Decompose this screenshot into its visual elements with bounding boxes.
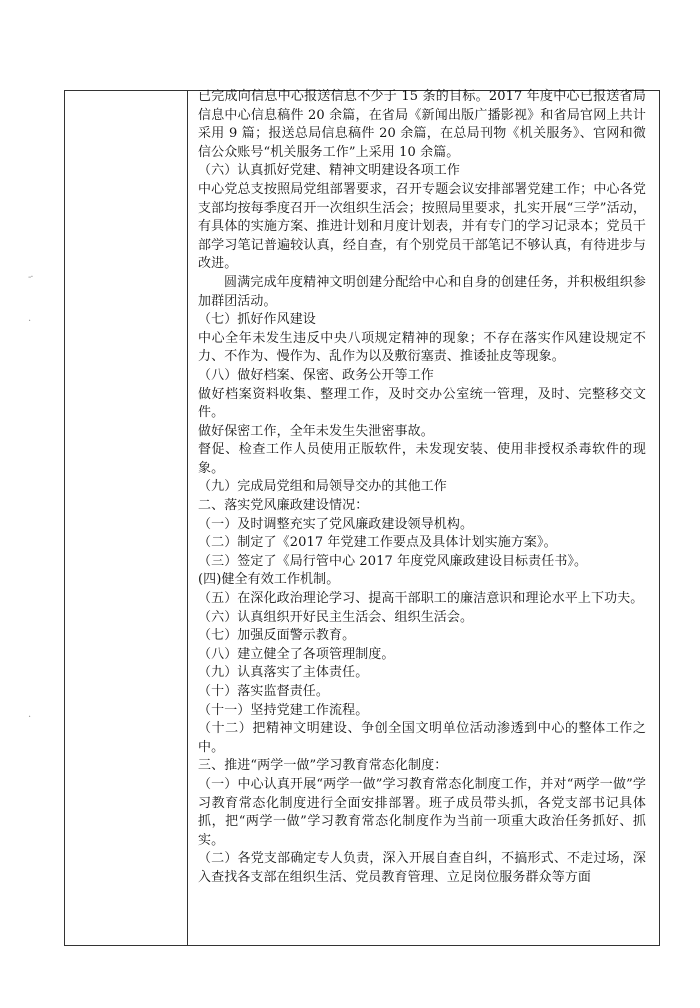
paragraph-report-stats: 已完成向信息中心报送信息不少于 15 条的目标。2017 年度中心已报送省局信息中心信息稿件 20 余篇，在省局《新闻出版广播影视》和省局官网上共计采用 9 篇；报送总局信息稿件 20 余篇，在总局刊物《机关服务》、官网和微信公众账号“机关服务工作”上采用 10 余篇。 [198,89,646,160]
list-item: （十二）把精神文明建设、争创全国文明单位活动渗透到中心的整体工作之中。 [198,721,646,755]
paragraph-secrecy: 做好保密工作，全年未发生失泄密事故。 [198,423,434,439]
list-item: （十一）坚持党建工作流程。 [198,702,369,718]
list-item: （一）及时调整充实了党风廉政建设领导机构。 [198,516,474,532]
list-item: （二）制定了《2017 年党建工作要点及具体计划实施方案》。 [198,535,557,551]
heading-work-style: （七）抓好作风建设 [198,312,316,328]
heading-party-building: （六）认真抓好党建、精神文明建设各项工作 [198,163,461,179]
list-item: （六）认真组织开好民主生活会、组织生活会。 [198,609,474,625]
heading-integrity: 二、落实党风廉政建设情况： [198,498,369,514]
heading-two-studies: 三、推进“两学一做”学习教育常态化制度： [198,758,448,774]
paragraph-work-style: 中心全年未发生违反中央八项规定精神的现象；不存在落实作风建设规定不力、不作为、慢作为、乱作为以及敷衍塞责、推诿扯皮等现象。 [198,330,646,365]
list-item: （五）在深化政治理论学习、提高干部职工的廉洁意识和理论水平上下功夫。 [198,591,644,607]
paragraph-civilization: 圆满完成年度精神文明创建分配给中心和自身的创建任务，并积极组织参加群团活动。 [198,274,646,309]
scan-mark: · [28,712,31,723]
document-body [198,88,646,888]
paragraph-two-studies-2: （二）各党支部确定专人负责，深入开展自查自纠，不搞形式、不走过场，深入查找各支部在组织生活、党员教育管理、立足岗位服务群众等方面 [198,851,646,885]
scan-mark: -· [28,272,33,283]
list-item: （九）认真落实了主体责任。 [198,665,369,681]
list-item: (四)健全有效工作机制。 [198,572,340,588]
paragraph-software: 督促、检查工作人员使用正版软件，未发现安装、使用非授权杀毒软件的现象。 [198,442,646,476]
paragraph-two-studies-1: （一）中心认真开展“两学一做”学习教育常态化制度工作，并对“两学一做”学习教育常态化制度进行全面安排部署。班子成员带头抓，各党支部书记具体抓，把“两学一做”学习教育常态化制度作为当前一项重大政治任务抓好、抓实。 [198,776,646,848]
list-item: （十）落实监督责任。 [198,684,330,699]
heading-other-tasks: （九）完成局党组和局领导交办的其他工作 [198,479,447,495]
list-item: （七）加强反面警示教育。 [198,628,356,644]
heading-archives: （八）做好档案、保密、政务公开等工作 [198,367,434,383]
paragraph-party-building: 中心党总支按照局党组部署要求，召开专题会议安排部署党建工作；中心各党支部均按每季度召开一次组织生活会；按照局里要求，扎实开展“三学”活动，有具体的实施方案、推进计划和月度计划表，并有专门的学习记录本；党员干部学习笔记普遍较认真，经自查，有个别党员干部笔记不够认真，有待进步与改进。 [198,181,646,272]
list-item: （三）签定了《局行管中心 2017 年度党风廉政建设目标责任书》。 [198,553,588,569]
list-item: （八）建立健全了各项管理制度。 [198,646,395,662]
scan-mark: · [28,316,31,327]
paragraph-archives: 做好档案资料收集、整理工作，及时交办公室统一管理，及时、完整移交文件。 [198,386,646,421]
column-divider [187,91,188,945]
